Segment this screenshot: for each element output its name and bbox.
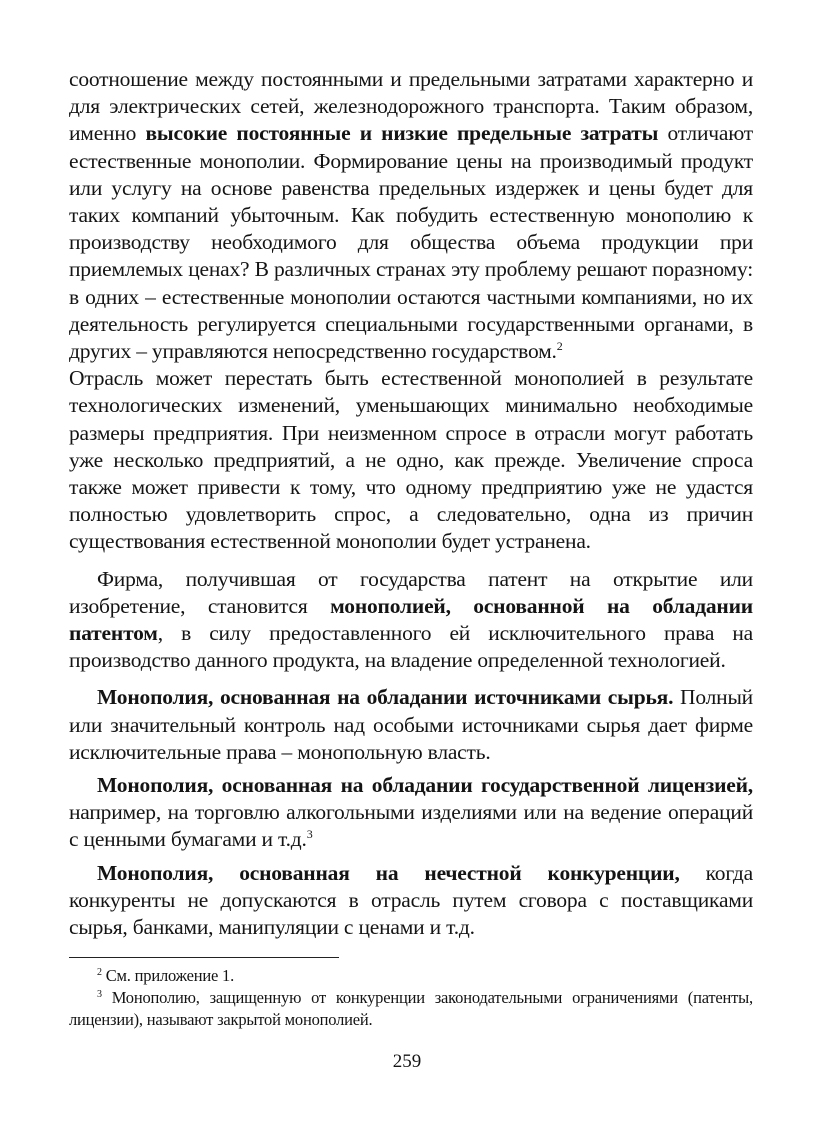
paragraph-4: Монополия, основанная на обладании источниками сырья. Полный или значительный контроль над особыми источниками сырья дает фирме исключительные права – монопольную власть.	[69, 685, 753, 764]
footnote-3: $^3$ Монополию, защищенную от конкуренции законодательными ограничениями (патенты, лицензии), называют закрытой монополией.	[69, 988, 753, 1029]
footnote-ref-3: 3	[306, 827, 313, 842]
paragraph-1: соотношение между постоянными и предельными затратами характерно и для электрических сетей, железнодорожного транспорта. Таким образом, именно высокие постоянные и низкие предельные затраты отличают естественные монополии. Формирование цены на производимый продукт или услугу на основе равенства предельных издержек и цены будет для таких компаний убыточным. Как побудить естественную монополию к производству необходимого для общества объема продукции при приемлемых ценах? В различных странах эту проблему решают поразному: в одних – естественные монополии остаются частными компаниями, но их деятельность регулируется специальными государственными органами, в других – управляются непосредственно государством.$^2$	[69, 67, 753, 364]
body-text	[69, 66, 753, 941]
footnote-ref-2: 2	[556, 339, 563, 354]
footnote-2: $^2$ См. приложение 1.	[97, 966, 235, 985]
footnote-divider	[69, 957, 339, 958]
footnotes	[69, 965, 753, 1031]
paragraph-5: Монополия, основанная на обладании государственной лицензией, например, на торговлю алкогольными изделиями или на ведение операций с ценными бумагами и т.д.$^3$	[69, 773, 753, 852]
paragraph-3: Фирма, получившая от государства патент на открытие или изобретение, становится монополией, основанной на обладании патентом, в силу предоставленного ей исключительного права на производство данного продукта, на владение определенной технологией.	[69, 566, 753, 673]
page-number: 259	[392, 1051, 422, 1072]
paragraph-2: Отрасль может перестать быть естественной монополией в результате технологических изменений, уменьшающих минимально необходимые размеры предприятия. При неизменном спросе в отрасли могут работать уже несколько предприятий, а не одно, как прежде. Увеличение спроса также может привести к тому, что одному предприятию уже не удастся полностью удовлетворить спрос, а следовательно, одна из причин существования естественной монополии будет устранена.	[69, 366, 753, 554]
paragraph-6: Монополия, основанная на нечестной конкуренции, когда конкуренты не допускаются в отрасль путем сговора с поставщиками сырья, банками, манипуляции с ценами и т.д.	[69, 860, 753, 940]
